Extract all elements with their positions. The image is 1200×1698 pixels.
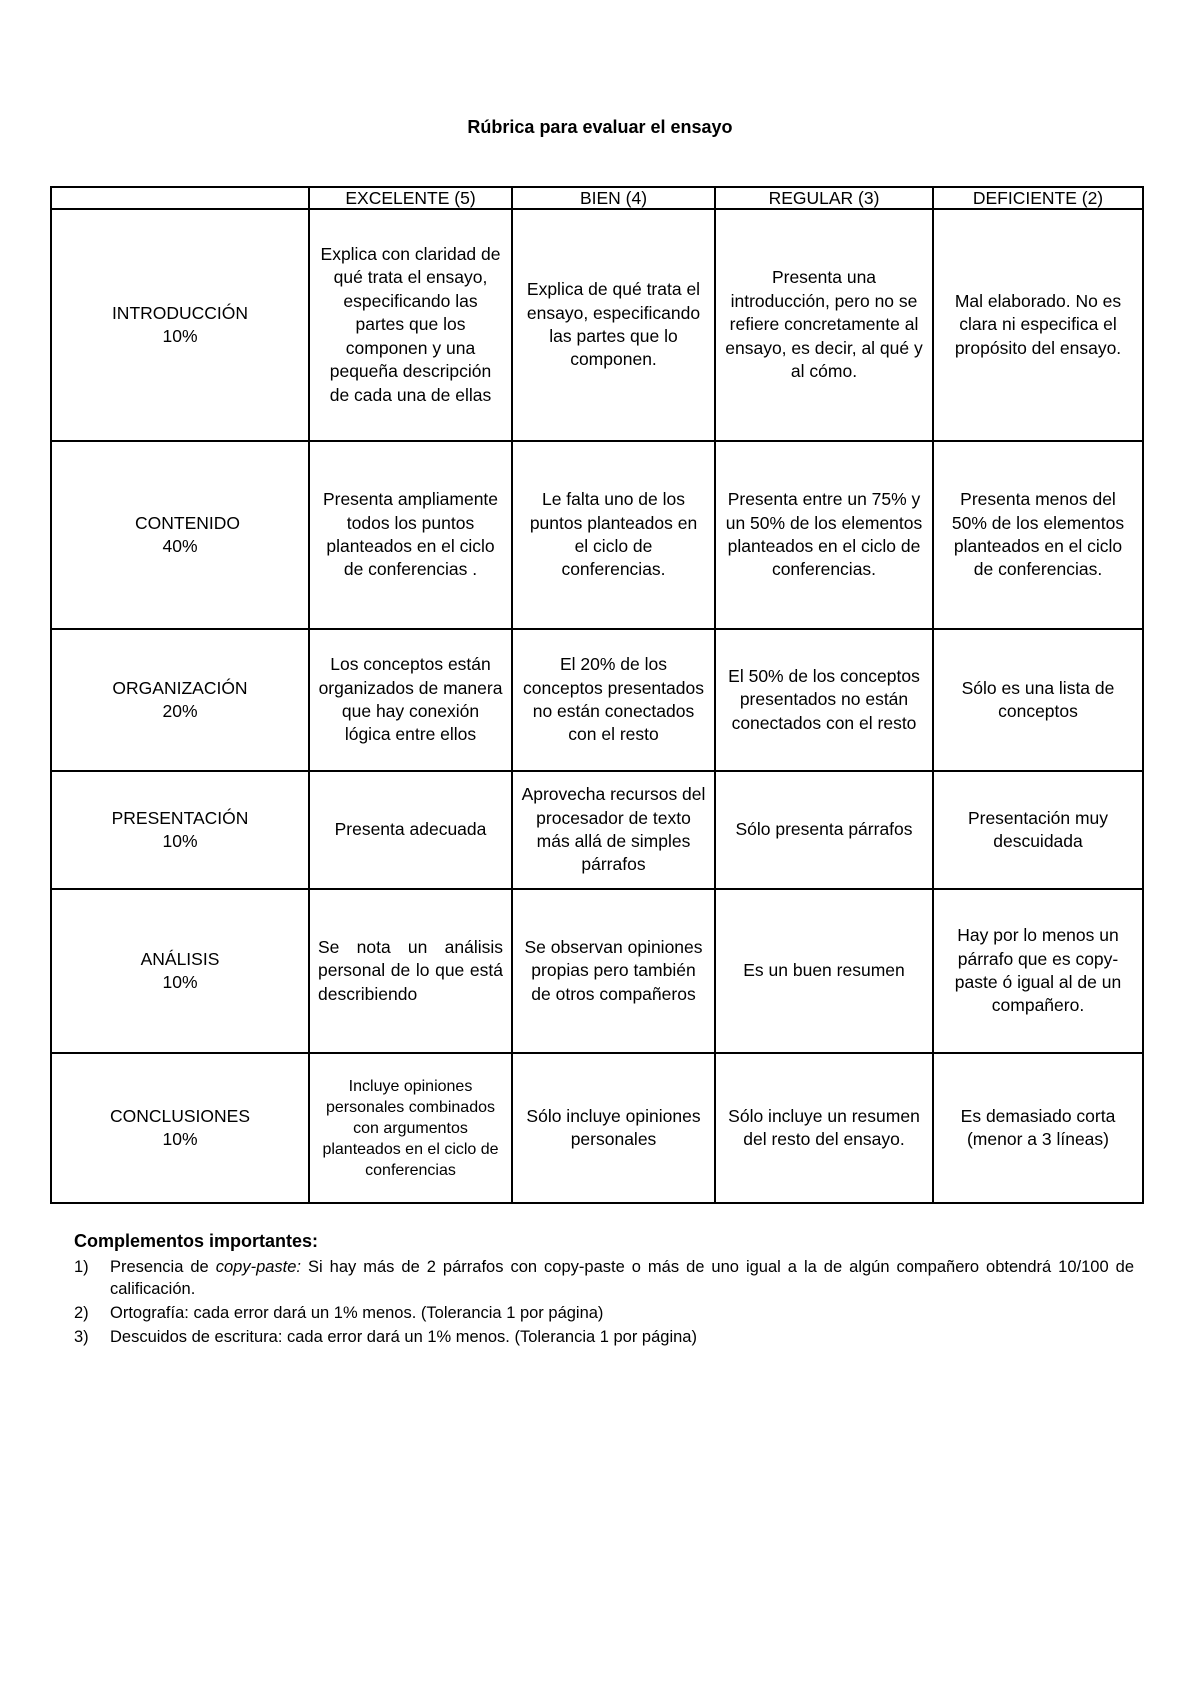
cell-deficiente: Es demasiado corta (menor a 3 líneas) (933, 1053, 1143, 1203)
notes-title: Complementos importantes: (74, 1231, 319, 1251)
table-row (51, 441, 1143, 629)
cell-deficiente: Mal elaborado. No es clara ni especifica el propósito del ensayo. (933, 209, 1143, 441)
note-number: 1) (74, 1258, 89, 1276)
note-number: 2) (74, 1304, 89, 1322)
criterion-label: ANÁLISIS 10% (140, 948, 220, 992)
criterion-label: INTRODUCCIÓN 10% (111, 302, 249, 346)
rubric-table (50, 186, 1144, 1204)
criterion-label: CONCLUSIONES 10% (109, 1105, 251, 1149)
note-item (74, 1302, 1134, 1324)
header-bien: BIEN (4) (512, 187, 715, 209)
cell-regular: El 50% de los conceptos presentados no están conectados con el resto (715, 629, 933, 771)
note-text: Ortografía: cada error dará un 1% menos. (Tolerancia 1 por página) (110, 1304, 604, 1322)
note-number: 3) (74, 1328, 89, 1346)
note-item (74, 1256, 1134, 1300)
header-regular: REGULAR (3) (715, 187, 933, 209)
cell-excelente: Presenta ampliamente todos los puntos planteados en el ciclo de conferencias . (309, 441, 512, 629)
cell-bien: El 20% de los conceptos presentados no están conectados con el resto (512, 629, 715, 771)
cell-regular: Sólo incluye un resumen del resto del ensayo. (715, 1053, 933, 1203)
note-item (74, 1326, 1134, 1348)
cell-excelente: Incluye opiniones personales combinados con argumentos planteados en el ciclo de conferencias (309, 1053, 512, 1203)
cell-deficiente: Sólo es una lista de conceptos (933, 629, 1143, 771)
cell-bien: Aprovecha recursos del procesador de texto más allá de simples párrafos (512, 771, 715, 889)
header-deficiente: DEFICIENTE (2) (933, 187, 1143, 209)
cell-bien: Explica de qué trata el ensayo, especificando las partes que lo componen. (512, 209, 715, 441)
cell-excelente: Explica con claridad de qué trata el ensayo, especificando las partes que los componen y una pequeña descripción de cada una de ellas (309, 209, 512, 441)
table-row (51, 889, 1143, 1053)
notes-section (74, 1230, 1134, 1350)
table-row (51, 771, 1143, 889)
criterion-label: ORGANIZACIÓN 20% (112, 677, 248, 721)
cell-deficiente: Hay por lo menos un párrafo que es copy-paste ó igual al de un compañero. (933, 889, 1143, 1053)
cell-regular: Presenta entre un 75% y un 50% de los elementos planteados en el ciclo de conferencias. (715, 441, 933, 629)
cell-excelente: Se nota un análisis personal de lo que está describiendo (309, 889, 512, 1053)
cell-deficiente: Presentación muy descuidada (933, 771, 1143, 889)
note-text: Presencia de copy-paste: Si hay más de 2 párrafos con copy-paste o más de uno igual a la de algún compañero obtendrá 10/100 de calificación. (110, 1258, 1134, 1298)
note-text: Descuidos de escritura: cada error dará un 1% menos. (Tolerancia 1 por página) (110, 1328, 697, 1346)
cell-bien: Sólo incluye opiniones personales (512, 1053, 715, 1203)
header-excelente: EXCELENTE (5) (309, 187, 512, 209)
cell-regular: Presenta una introducción, pero no se refiere concretamente al ensayo, es decir, al qué y al cómo. (715, 209, 933, 441)
document-title: Rúbrica para evaluar el ensayo (467, 117, 733, 137)
cell-regular: Sólo presenta párrafos (715, 771, 933, 889)
cell-excelente: Los conceptos están organizados de manera que hay conexión lógica entre ellos (309, 629, 512, 771)
cell-regular: Es un buen resumen (715, 889, 933, 1053)
cell-bien: Se observan opiniones propias pero también de otros compañeros (512, 889, 715, 1053)
cell-bien: Le falta uno de los puntos planteados en el ciclo de conferencias. (512, 441, 715, 629)
table-row (51, 629, 1143, 771)
table-row (51, 1053, 1143, 1203)
criterion-label: CONTENIDO 40% (135, 512, 240, 556)
header-empty-cell (51, 187, 309, 209)
cell-deficiente: Presenta menos del 50% de los elementos planteados en el ciclo de conferencias. (933, 441, 1143, 629)
table-row (51, 209, 1143, 441)
cell-excelente: Presenta adecuada (309, 771, 512, 889)
criterion-label: PRESENTACIÓN 10% (111, 807, 249, 851)
table-header-row (51, 187, 1143, 209)
